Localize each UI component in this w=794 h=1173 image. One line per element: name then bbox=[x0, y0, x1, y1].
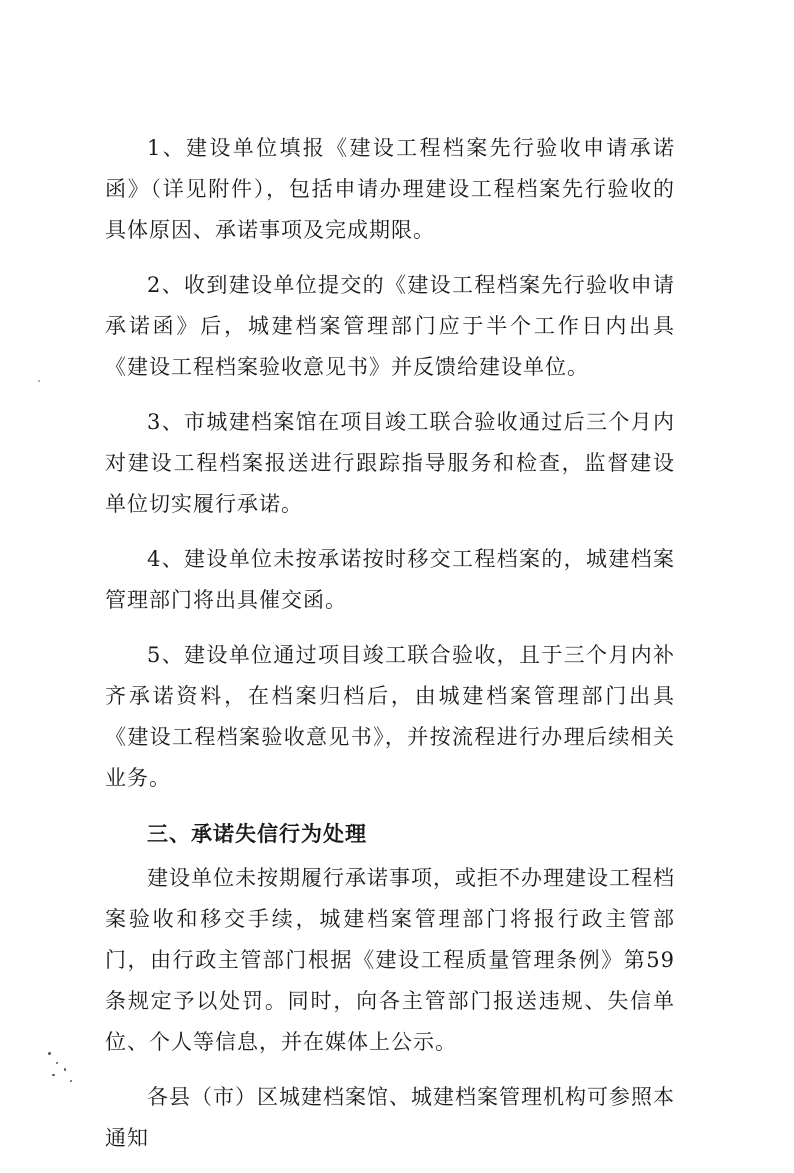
paragraph-item-1: 1、建设单位填报《建设工程档案先行验收申请承诺函》（详见附件），包括申请办理建设工程档案先行验收的具体原因、承诺事项及完成期限。 bbox=[105, 136, 675, 242]
paragraph-item-2: 2、收到建设单位提交的《建设工程档案先行验收申请承诺函》后，城建档案管理部门应于半个工作日内出具《建设工程档案验收意见书》并反馈给建设单位。 bbox=[105, 273, 675, 379]
scan-speck bbox=[52, 1074, 55, 1076]
scan-speck bbox=[64, 1068, 66, 1071]
paragraph-item-3: 3、市城建档案馆在项目竣工联合验收通过后三个月内对建设工程档案报送进行跟踪指导服务和检查，监督建设单位切实履行承诺。 bbox=[105, 410, 675, 516]
scan-speck bbox=[48, 1052, 51, 1055]
paragraph-item-5: 5、建设单位通过项目竣工联合验收，且于三个月内补齐承诺资料，在档案归档后，由城建档案管理部门出具《建设工程档案验收意见书》，并按流程进行办理后续相关业务。 bbox=[105, 643, 675, 790]
scan-speck bbox=[38, 380, 40, 382]
scan-speck bbox=[70, 1080, 72, 1082]
section-heading: 三、承诺失信行为处理 bbox=[147, 821, 367, 846]
paragraph-item-4: 4、建设单位未按承诺按时移交工程档案的，城建档案管理部门将出具催交函。 bbox=[105, 547, 675, 612]
section-paragraph-reference: 各县（市）区城建档案馆、城建档案管理机构可参照本通知 bbox=[105, 1085, 675, 1150]
document-body bbox=[105, 128, 675, 1173]
section-paragraph-penalty: 建设单位未按期履行承诺事项，或拒不办理建设工程档案验收和移交手续，城建档案管理部门将报行政主管部门，由行政主管部门根据《建设工程质量管理条例》第59条规定予以处罚。同时，向各主管部门报送违规、失信单位、个人等信息，并在媒体上公示。 bbox=[105, 866, 675, 1054]
scan-speck bbox=[56, 1062, 58, 1064]
